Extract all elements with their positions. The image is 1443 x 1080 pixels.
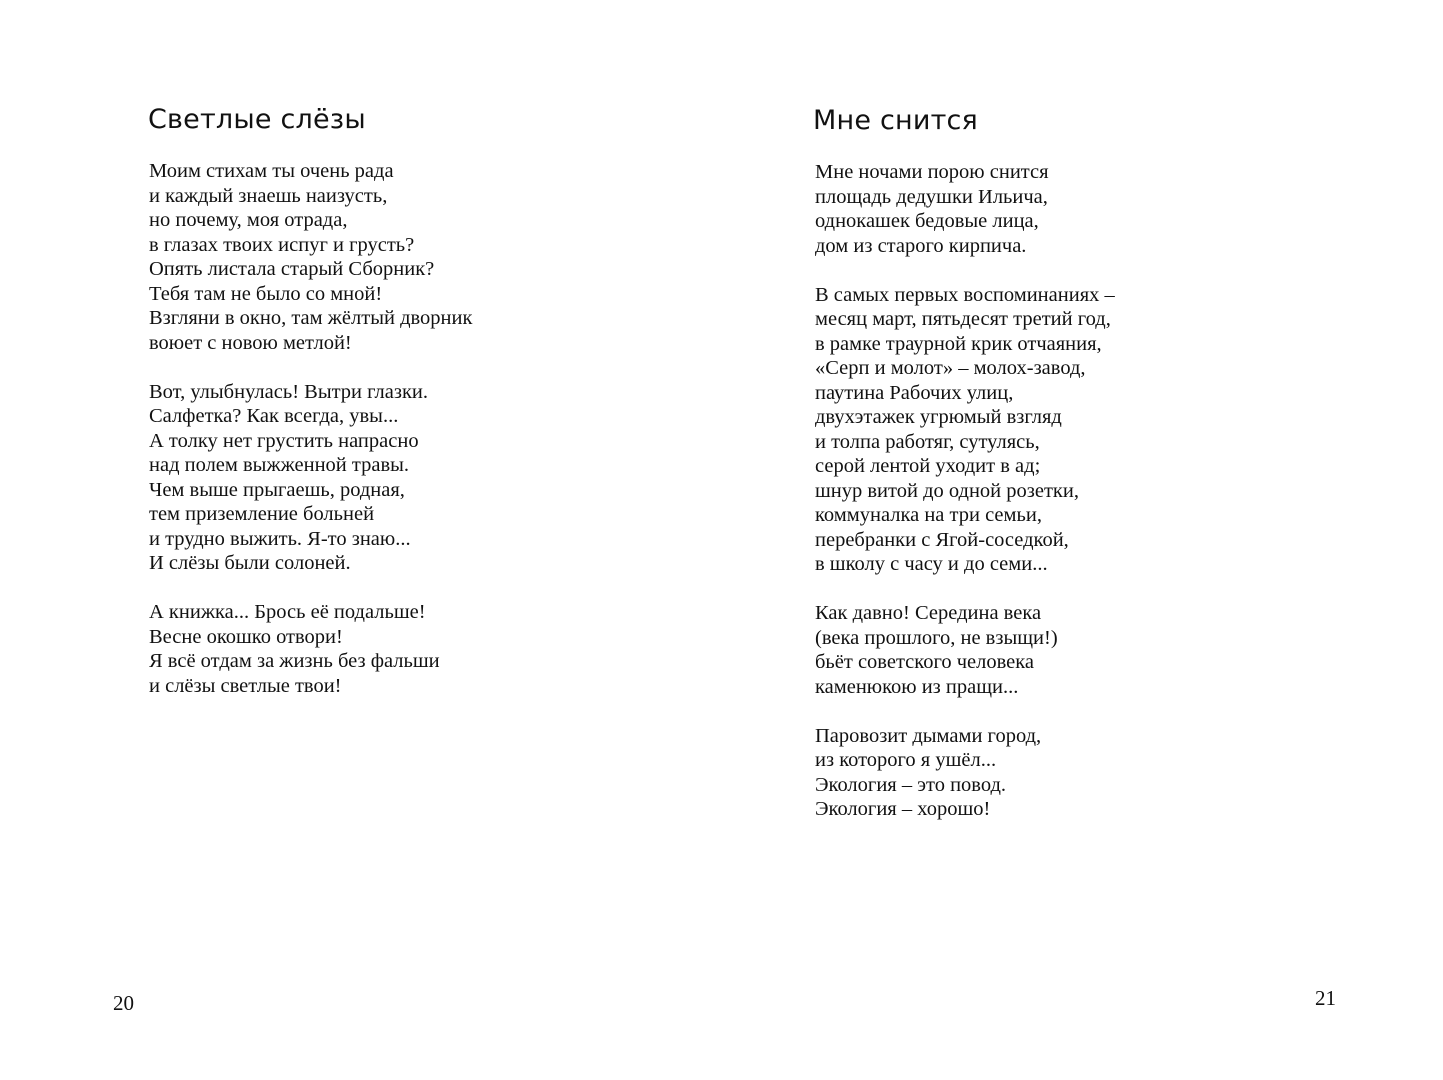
poem-line: Как давно! Середина века [815, 602, 1042, 624]
poem-line: Салфетка? Как всегда, увы... [149, 405, 399, 427]
poem-line: и трудно выжить. Я-то знаю... [149, 527, 411, 550]
poem-line: двухэтажек угрюмый взгляд [815, 406, 1062, 428]
poem-line: И слёзы были солоней. [149, 552, 351, 574]
right-page [720, 0, 1443, 1080]
poem-line: и каждый знаешь наизусть, [149, 184, 388, 207]
poem-line: Экология – хорошо! [815, 798, 991, 820]
poem-line: над полем выжженной травы. [149, 454, 410, 476]
poem-line: но почему, моя отрада, [149, 209, 348, 231]
poem-line: (века прошлого, не взыщи!) [815, 626, 1058, 649]
poem-line: А толку нет грустить напрасно [149, 429, 419, 452]
poem-line: Я всё отдам за жизнь без фальши [149, 650, 440, 672]
stanza [815, 724, 1115, 822]
stanza [149, 380, 472, 576]
left-page [0, 0, 720, 1080]
poem-title-right: Мне снится [813, 105, 979, 136]
poem-line: воюет с новою метлой! [149, 331, 352, 354]
poem-line: паутина Рабочих улиц, [815, 381, 1014, 404]
poem-line: Экология – это повод. [815, 773, 1007, 796]
poem-line: А книжка... Брось её подальше! [149, 601, 426, 623]
poem-line: бьёт советского человека [815, 651, 1035, 673]
poem-line: Мне ночами порою снится [815, 161, 1049, 183]
stanza [149, 600, 472, 698]
poem-line: «Серп и молот» – молох-завод, [815, 357, 1086, 379]
poem-title-left: Светлые слёзы [148, 104, 366, 135]
stanza [815, 160, 1115, 258]
poem-line: перебранки с Ягой-соседкой, [815, 528, 1069, 551]
poem-line: в рамке траурной крик отчаяния, [815, 332, 1102, 355]
page-number-left: 20 [113, 991, 134, 1015]
poem-line: серой лентой уходит в ад; [815, 455, 1041, 477]
poem-line: площадь дедушки Ильича, [815, 185, 1048, 208]
poem-line: Тебя там не было со мной! [149, 282, 383, 305]
page-number-right: 21 [1315, 986, 1336, 1010]
poem-line: месяц март, пятьдесят третий год, [815, 308, 1111, 330]
poem-line: Чем выше прыгаешь, родная, [149, 478, 405, 501]
poem-line: в глазах твоих испуг и грусть? [149, 233, 415, 256]
poem-line: однокашек бедовые лица, [815, 210, 1039, 232]
poem-line: Паровозит дымами город, [815, 724, 1042, 747]
poem-body-right [815, 160, 1115, 846]
poem-line: Моим стихам ты очень рада [149, 160, 394, 182]
poem-line: каменюкою из пращи... [815, 675, 1019, 698]
stanza [815, 601, 1115, 699]
poem-line: Вот, улыбнулась! Вытри глазки. [149, 380, 429, 403]
poem-line: тем приземление больней [149, 503, 375, 525]
stanza [815, 283, 1115, 577]
poem-line: коммуналка на три семьи, [815, 504, 1042, 526]
poem-line: В самых первых воспоминаниях – [815, 283, 1115, 306]
poem-line: дом из старого кирпича. [815, 234, 1027, 257]
poem-line: шнур витой до одной розетки, [815, 479, 1079, 502]
stanza [149, 159, 472, 355]
poem-line: и слёзы светлые твои! [149, 674, 342, 697]
poem-line: и толпа работяг, сутулясь, [815, 430, 1040, 453]
poem-line: в школу с часу и до семи... [815, 553, 1048, 575]
poem-body-left [149, 159, 472, 723]
poem-line: Взгляни в окно, там жёлтый дворник [149, 307, 473, 329]
poem-line: Весне окошко отвори! [149, 625, 343, 648]
poem-line: Опять листала старый Сборник? [149, 258, 435, 280]
poem-line: из которого я ушёл... [815, 749, 997, 771]
